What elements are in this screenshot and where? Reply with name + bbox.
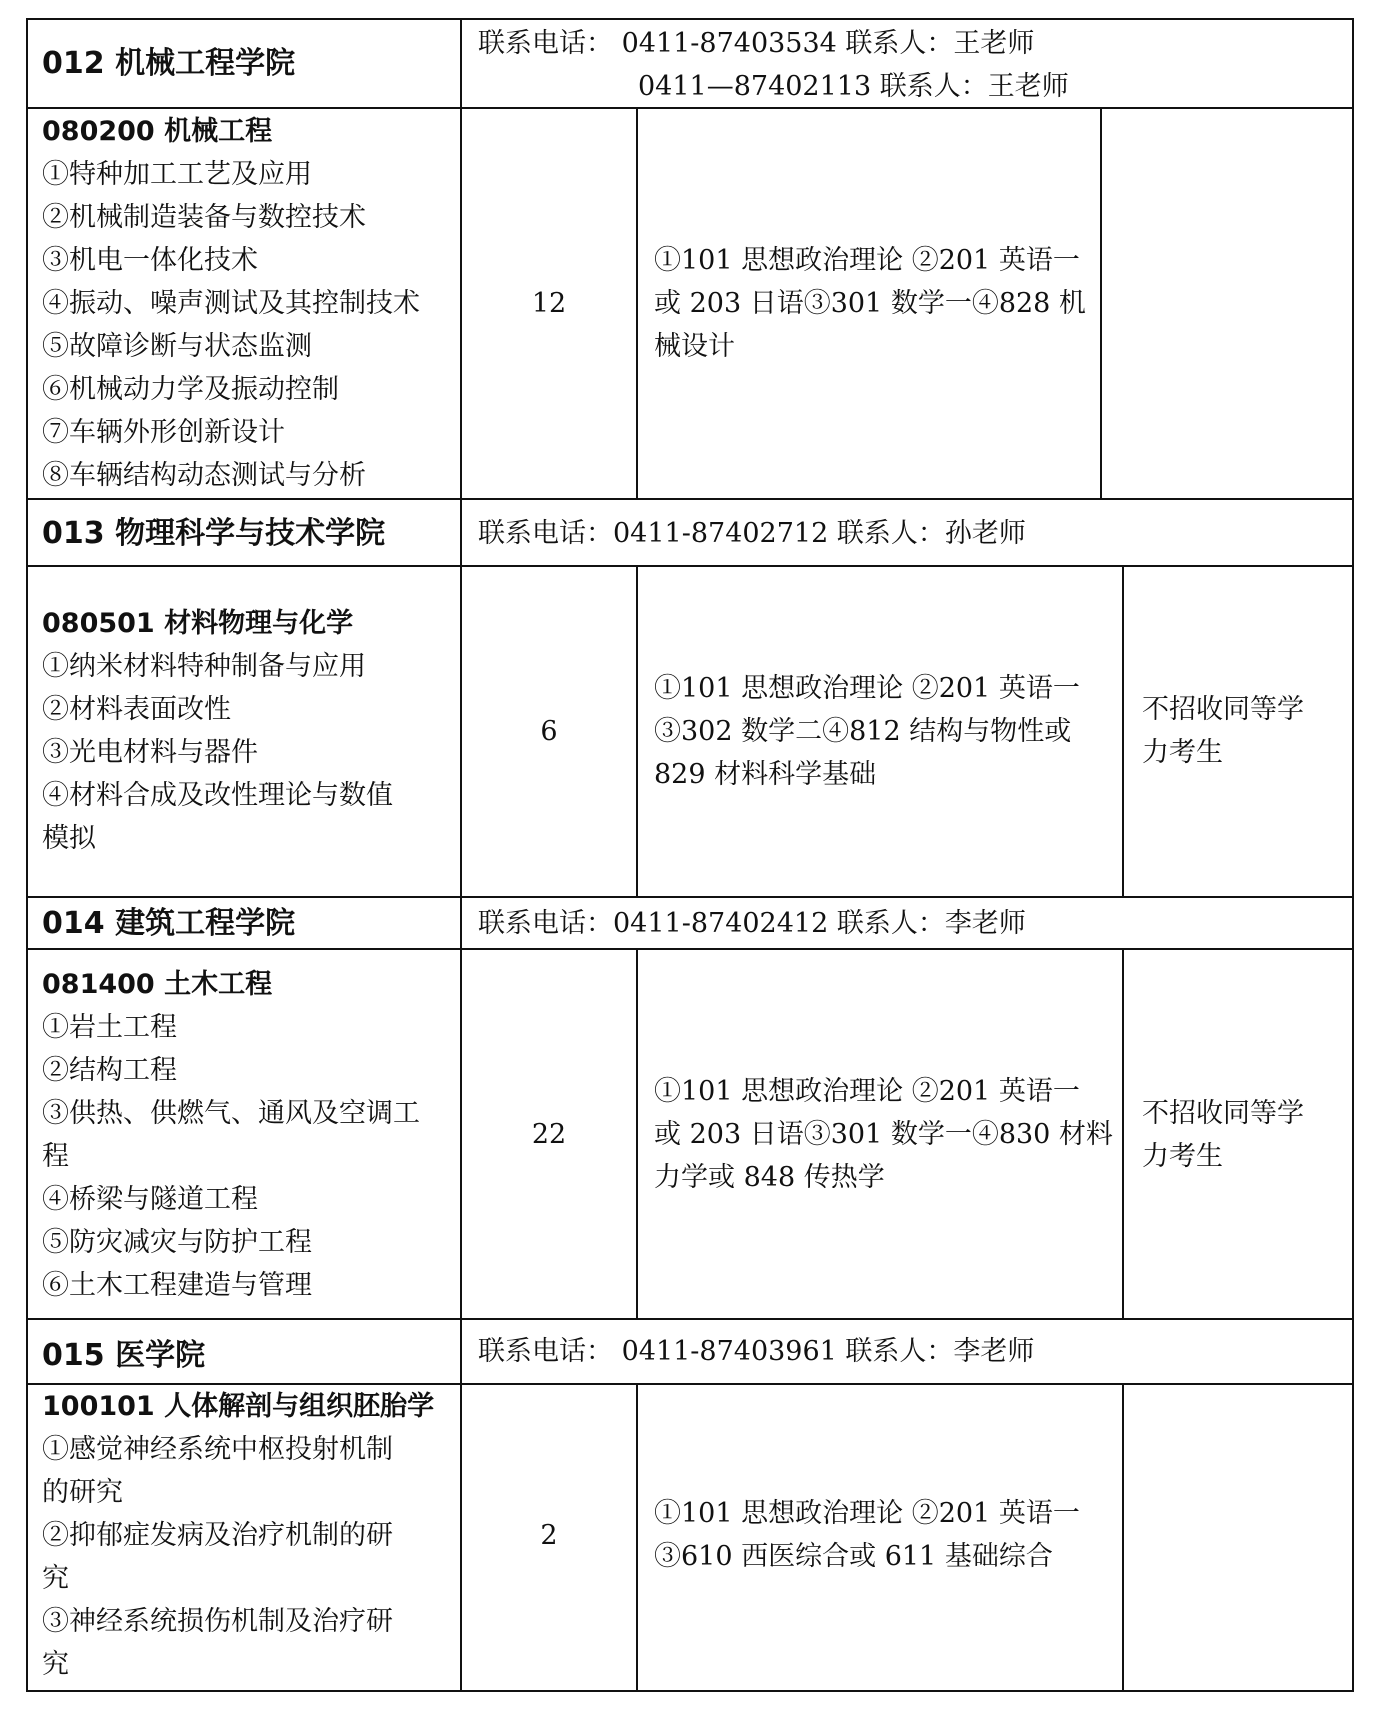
- contact-line: 0411—87402113 联系人：王老师: [638, 71, 1069, 102]
- direction-item: ③供热、供燃气、通风及空调工: [42, 1098, 420, 1129]
- direction-item: 程: [42, 1141, 69, 1172]
- exam-subjects-line: ③302 数学二④812 结构与物性或: [654, 716, 1072, 747]
- direction-item: 的研究: [42, 1477, 123, 1508]
- exam-subjects-line: 829 材料科学基础: [654, 759, 877, 790]
- column-divider: [460, 18, 462, 1692]
- direction-item: ⑥机械动力学及振动控制: [42, 374, 339, 405]
- direction-item: 究: [42, 1563, 69, 1594]
- note-line: 不招收同等学: [1142, 1098, 1304, 1129]
- direction-item: ⑥土木工程建造与管理: [42, 1270, 312, 1301]
- major-title: 080200 机械工程: [42, 116, 273, 147]
- row-divider: [26, 948, 1354, 950]
- table-border-left: [26, 18, 28, 1692]
- column-divider: [1122, 1383, 1124, 1692]
- quota-value: 6: [540, 716, 558, 747]
- direction-item: ⑦车辆外形创新设计: [42, 417, 285, 448]
- exam-subjects-line: 或 203 日语③301 数学一④828 机: [654, 288, 1086, 319]
- note-line: 力考生: [1142, 737, 1223, 768]
- department-title: 014 建筑工程学院: [42, 906, 296, 941]
- contact-line: 联系电话：0411-87402412 联系人：李老师: [478, 908, 1026, 939]
- direction-item: ②结构工程: [42, 1055, 177, 1086]
- major-title: 081400 土木工程: [42, 969, 273, 1000]
- contact-line: 联系电话：0411-87402712 联系人：孙老师: [478, 518, 1026, 549]
- exam-subjects-line: ①101 思想政治理论 ②201 英语一: [654, 245, 1080, 276]
- note-line: 不招收同等学: [1142, 694, 1304, 725]
- direction-item: 究: [42, 1649, 69, 1680]
- direction-item: ①感觉神经系统中枢投射机制: [42, 1434, 393, 1465]
- contact-line: 联系电话： 0411-87403534 联系人：王老师: [478, 28, 1035, 59]
- exam-subjects-line: ③610 西医综合或 611 基础综合: [654, 1541, 1053, 1572]
- department-title: 013 物理科学与技术学院: [42, 516, 386, 551]
- direction-item: ②材料表面改性: [42, 694, 231, 725]
- direction-item: ③神经系统损伤机制及治疗研: [42, 1606, 393, 1637]
- direction-item: ②机械制造装备与数控技术: [42, 202, 366, 233]
- exam-subjects-line: 或 203 日语③301 数学一④830 材料: [654, 1119, 1113, 1150]
- direction-item: ③机电一体化技术: [42, 245, 258, 276]
- direction-item: ④桥梁与隧道工程: [42, 1184, 258, 1215]
- direction-item: ④材料合成及改性理论与数值: [42, 780, 393, 811]
- exam-subjects-line: 力学或 848 传热学: [654, 1162, 885, 1193]
- direction-item: ⑧车辆结构动态测试与分析: [42, 460, 366, 491]
- column-divider: [636, 948, 638, 1320]
- exam-subjects-line: ①101 思想政治理论 ②201 英语一: [654, 1498, 1080, 1529]
- table-border-top: [26, 18, 1354, 20]
- quota-value: 12: [531, 288, 567, 319]
- column-divider: [1100, 107, 1102, 500]
- direction-item: ①岩土工程: [42, 1012, 177, 1043]
- column-divider: [1122, 565, 1124, 898]
- row-divider: [26, 498, 1354, 500]
- column-divider: [636, 107, 638, 500]
- direction-item: ②抑郁症发病及治疗机制的研: [42, 1520, 393, 1551]
- major-title: 100101 人体解剖与组织胚胎学: [42, 1391, 435, 1422]
- major-title: 080501 材料物理与化学: [42, 608, 354, 639]
- column-divider: [636, 565, 638, 898]
- direction-item: ③光电材料与器件: [42, 737, 258, 768]
- table-border-bottom: [26, 1690, 1354, 1692]
- direction-item: ⑤防灾减灾与防护工程: [42, 1227, 312, 1258]
- quota-value: 2: [540, 1520, 558, 1551]
- contact-line: 联系电话： 0411-87403961 联系人：李老师: [478, 1336, 1035, 1367]
- exam-subjects-line: 械设计: [654, 331, 735, 362]
- department-title: 015 医学院: [42, 1338, 206, 1373]
- direction-item: ①特种加工工艺及应用: [42, 159, 312, 190]
- row-divider: [26, 565, 1354, 567]
- column-divider: [636, 1383, 638, 1692]
- department-title: 012 机械工程学院: [42, 46, 296, 81]
- direction-item: ⑤故障诊断与状态监测: [42, 331, 312, 362]
- direction-item: ④振动、噪声测试及其控制技术: [42, 288, 420, 319]
- exam-subjects-line: ①101 思想政治理论 ②201 英语一: [654, 673, 1080, 704]
- row-divider: [26, 896, 1354, 898]
- quota-value: 22: [531, 1119, 567, 1150]
- column-divider: [1122, 948, 1124, 1320]
- exam-subjects-line: ①101 思想政治理论 ②201 英语一: [654, 1076, 1080, 1107]
- note-line: 力考生: [1142, 1141, 1223, 1172]
- direction-item: 模拟: [42, 823, 96, 854]
- table-border-right: [1352, 18, 1354, 1692]
- row-divider: [26, 1318, 1354, 1320]
- direction-item: ①纳米材料特种制备与应用: [42, 651, 366, 682]
